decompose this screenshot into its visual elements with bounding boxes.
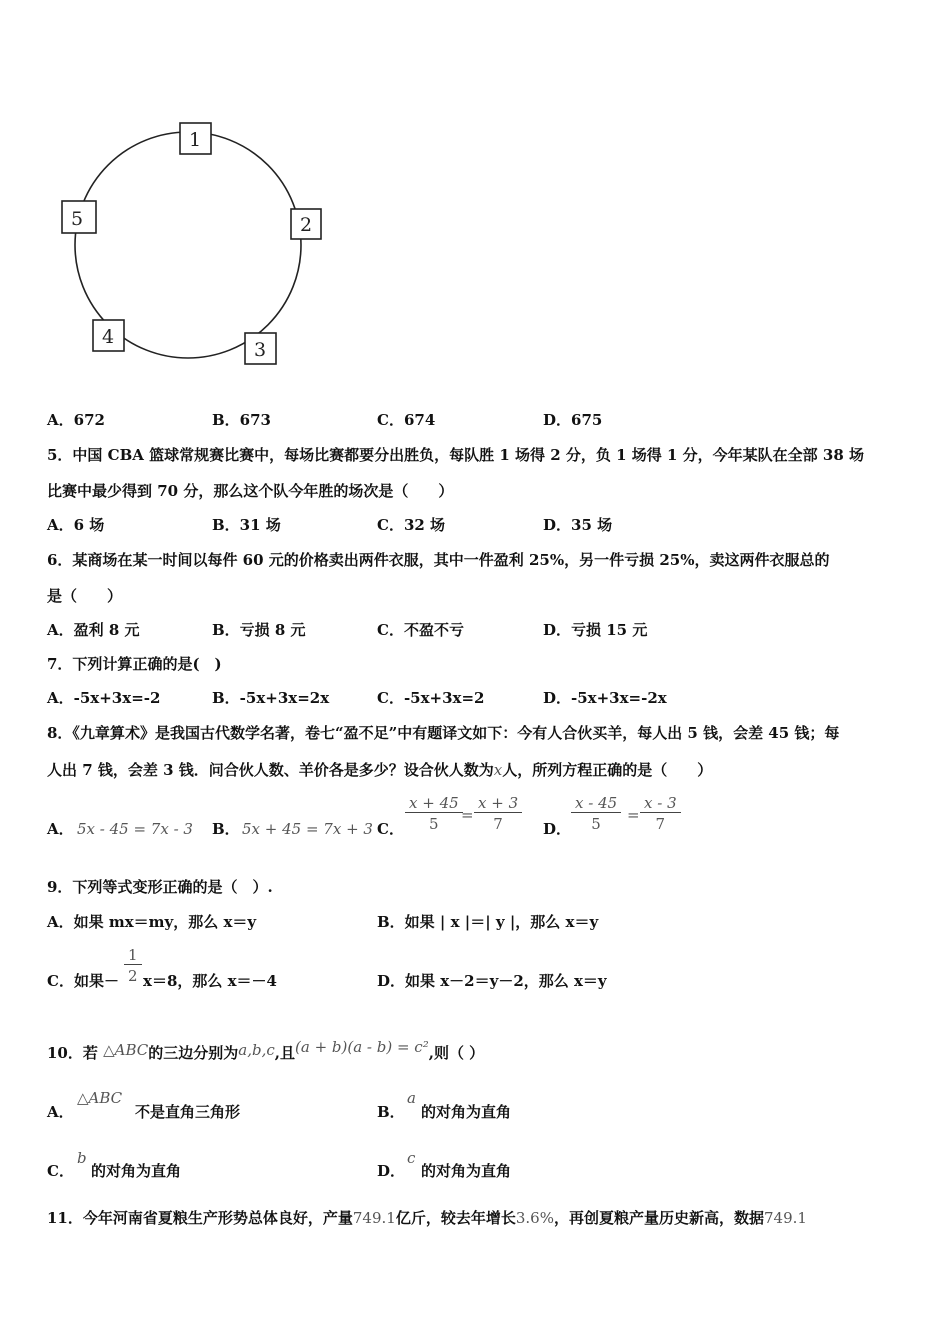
box-3 (245, 333, 276, 364)
svg-text:3: 3 (253, 339, 267, 361)
q11-value-1: 749.1 (352, 1209, 396, 1227)
q10-option-d-label: D． (377, 1162, 406, 1180)
q10-mid1: 的三边分别为 (148, 1044, 239, 1062)
q7-stem: 7．下列计算正确的是( ) (47, 655, 222, 673)
q11-stem (47, 1208, 807, 1228)
q8-option-b-eq: 5x + 45 = 7x + 3 (242, 820, 373, 838)
q4-option-d: D．675 (543, 411, 603, 429)
q8-c-fraction-left: $\frac{x + 45}{5}$ (405, 794, 463, 833)
q8-line2-b: 人，所列方程正确的是（ ） (502, 761, 713, 779)
q9-option-c-pre: C．如果－ (47, 972, 119, 990)
q10-option-b-label: B． (377, 1103, 405, 1121)
q9-option-a: A．如果 mx＝my，那么 x＝y (47, 913, 257, 931)
q8-option-a-eq: 5x - 45 = 7x - 3 (77, 820, 193, 838)
q5-option-b: B．31 场 (212, 516, 281, 534)
q8-c-fraction-right: $\frac{x + 3}{7}$ (474, 794, 522, 833)
svg-text:2: 2 (299, 214, 313, 236)
q9-c-fraction: $\frac{1}{2}$ (124, 946, 142, 985)
svg-text:4: 4 (101, 326, 115, 348)
q10-option-c-text: 的对角为直角 (91, 1162, 182, 1180)
q6-stem-line1: 6．某商场在某一时间以每件 60 元的价格卖出两件衣服，其中一件盈利 25%，另一件亏损 25%，卖这两件衣服总的 (47, 551, 830, 569)
q10-mid2: ,且 (274, 1044, 295, 1062)
q11-mid2: ，再创夏粮产量历史新高，数据 (553, 1209, 764, 1227)
box-2 (291, 209, 321, 239)
q5-option-a: A．6 场 (47, 516, 105, 534)
svg-text:5: 5 (70, 208, 84, 230)
q6-option-b: B．亏损 8 元 (212, 621, 306, 639)
q10-option-a-text: 不是直角三角形 (135, 1103, 241, 1121)
q6-option-c: C．不盈不亏 (377, 621, 464, 639)
q9-option-b: B．如果 | x |＝| y |，那么 x＝y (377, 913, 599, 931)
q8-option-b-label: B． (212, 820, 240, 838)
q9-stem: 9．下列等式变形正确的是（ ）. (47, 878, 273, 896)
q8-stem-line2 (47, 760, 712, 780)
q9-option-c-post: x＝8，那么 x＝－4 (143, 972, 277, 990)
circle-figure (55, 115, 345, 375)
q10-option-d-var: c (407, 1149, 416, 1167)
q10-equation: (a + b)(a - b) = c² (295, 1038, 429, 1056)
q11-pre: 11．今年河南省夏粮生产形势总体良好，产量 (47, 1209, 353, 1227)
q9-option-d: D．如果 x－2＝y－2，那么 x＝y (377, 972, 607, 990)
q11-value-3: 749.1 (763, 1209, 807, 1227)
q8-d-fraction-right: $\frac{x - 3}{7}$ (640, 794, 681, 833)
q10-option-b-text: 的对角为直角 (421, 1103, 512, 1121)
q4-option-a: A．672 (47, 411, 105, 429)
q7-option-a: A．-5x+3x=-2 (47, 689, 161, 707)
q6-stem-line2: 是（ ） (47, 587, 123, 605)
q6-option-a: A．盈利 8 元 (47, 621, 140, 639)
q10-option-b-var: a (407, 1089, 416, 1107)
q8-option-a-label: A． (47, 820, 74, 838)
q4-option-b: B．673 (212, 411, 271, 429)
q8-d-equals: = (627, 806, 640, 824)
q5-option-c: C．32 场 (377, 516, 446, 534)
q10-triangle: △ABC (103, 1041, 149, 1059)
q10-option-a-label: A． (47, 1103, 74, 1121)
q10-stem (47, 1038, 485, 1063)
q10-post: ,则（ ） (428, 1044, 485, 1062)
q5-stem-line2: 比赛中最少得到 70 分，那么这个队今年胜的场次是（ ） (47, 482, 454, 500)
q5-option-d: D．35 场 (543, 516, 613, 534)
q8-variable-x: x (493, 761, 503, 779)
q10-option-c-label: C． (47, 1162, 74, 1180)
q8-option-d-label: D． (543, 820, 572, 838)
q7-option-d: D．-5x+3x=-2x (543, 689, 667, 707)
box-5 (62, 201, 96, 233)
box-1 (180, 123, 211, 154)
q7-option-c: C．-5x+3x=2 (377, 689, 485, 707)
q8-line2-a: 人出 7 钱，会差 3 钱．问合伙人数、羊价各是多少？设合伙人数为 (47, 761, 494, 779)
q6-option-d: D．亏损 15 元 (543, 621, 648, 639)
q4-option-c: C．674 (377, 411, 436, 429)
q5-stem-line1: 5．中国 CBA 篮球常规赛比赛中，每场比赛都要分出胜负，每队胜 1 场得 2 分，负 1 场得 1 分，今年某队在全部 38 场 (47, 446, 864, 464)
q10-vars: a,b,c (238, 1041, 275, 1059)
q11-mid1: 亿斤，较去年增长 (395, 1209, 516, 1227)
svg-text:1: 1 (188, 129, 202, 151)
q10-option-a-tri: △ABC (77, 1089, 123, 1107)
box-4 (93, 320, 124, 351)
q8-option-c-label: C． (377, 820, 404, 838)
q10-option-d-text: 的对角为直角 (421, 1162, 512, 1180)
q7-option-b: B．-5x+3x=2x (212, 689, 330, 707)
q10-pre: 10．若 (47, 1044, 98, 1062)
q8-c-equals: = (461, 806, 474, 824)
q8-d-fraction-left: $\frac{x - 45}{5}$ (571, 794, 621, 833)
q11-value-2: 3.6% (515, 1209, 554, 1227)
q10-option-c-var: b (77, 1149, 87, 1167)
q8-stem-line1: 8．《九章算术》是我国古代数学名著，卷七“盈不足”中有题译文如下：今有人合伙买羊，每人出 5 钱，会差 45 钱；每 (47, 724, 840, 742)
